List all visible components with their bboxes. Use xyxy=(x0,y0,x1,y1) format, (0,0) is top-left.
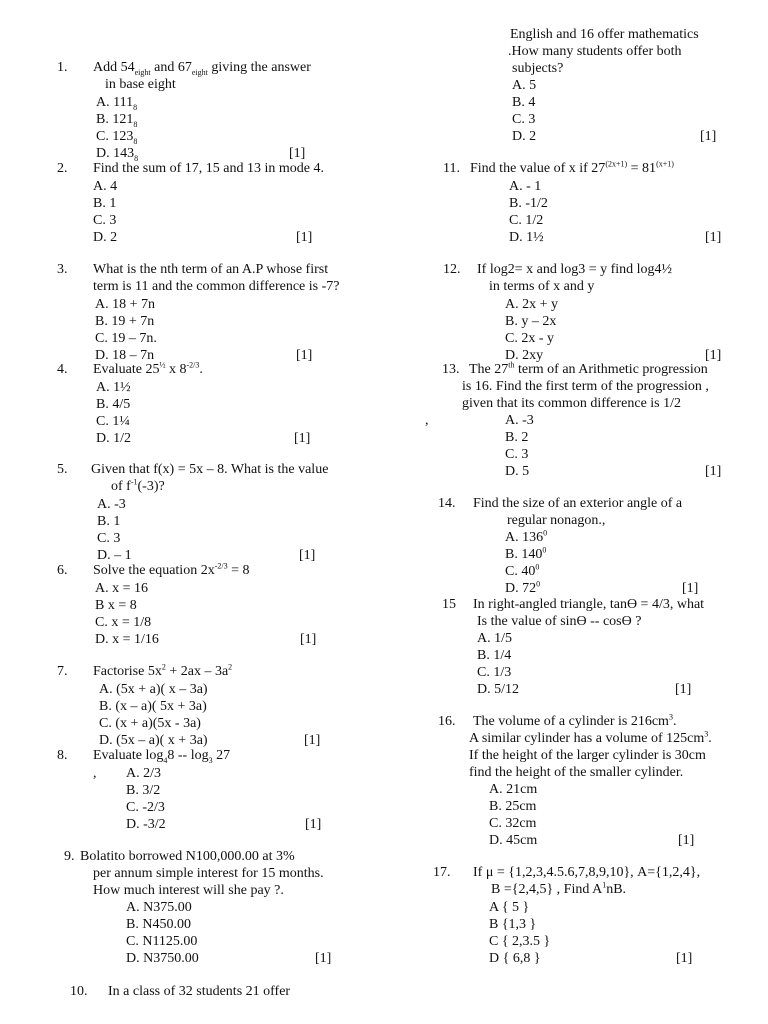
question-number: 2. xyxy=(57,161,68,176)
text-run: How much interest will she pay ?. xyxy=(93,883,284,898)
text-run: D. x = 1/16 xyxy=(95,632,159,647)
answer-option-d[interactable] xyxy=(477,681,519,698)
answer-option-b[interactable] xyxy=(126,782,160,799)
answer-option-d[interactable] xyxy=(96,430,131,447)
question-number: 16. xyxy=(438,714,456,729)
text-run: Solve the equation 2x xyxy=(93,563,215,578)
text-run: C. 19 – 7n. xyxy=(95,331,157,346)
text-run: Bolatito borrowed N100,000.00 at 3% xyxy=(80,849,295,864)
answer-option-d[interactable] xyxy=(512,128,536,145)
question-text-line xyxy=(93,747,230,764)
text-run: = 8 xyxy=(227,563,250,578)
superscript: -1 xyxy=(130,477,138,487)
text-run: C. 3 xyxy=(505,447,529,462)
text-run: Add 54 xyxy=(93,60,135,75)
answer-option-c[interactable] xyxy=(505,330,554,347)
question-text-line xyxy=(93,663,232,680)
answer-option-c[interactable] xyxy=(95,614,151,631)
answer-option-a[interactable] xyxy=(99,681,208,698)
text-run: . xyxy=(708,731,712,746)
subscript: 3 xyxy=(208,755,213,765)
answer-option-a[interactable] xyxy=(95,580,148,597)
text-run: B. 2 xyxy=(505,430,529,445)
answer-option-b[interactable] xyxy=(95,597,137,614)
text-run: D. -3/2 xyxy=(126,817,166,832)
text-run: B x = 8 xyxy=(95,598,137,613)
mark-allocation: [1] xyxy=(700,129,717,144)
answer-option-d[interactable] xyxy=(126,816,166,833)
question-number: 14. xyxy=(438,496,456,511)
text-run: A. (5x + a)( x – 3a) xyxy=(99,682,208,697)
text-run: and 67 xyxy=(150,60,192,75)
text-run: A. 4 xyxy=(93,179,118,194)
text-run: C. 3 xyxy=(512,112,536,127)
text-run: C. 40 xyxy=(505,564,536,579)
mark-allocation: [1] xyxy=(300,632,317,647)
text-run: A. 111 xyxy=(96,95,134,110)
question-text-line xyxy=(508,43,682,60)
superscript: th xyxy=(508,360,515,370)
mark-allocation: [1] xyxy=(304,733,321,748)
text-run: = 81 xyxy=(627,161,657,176)
answer-option-a[interactable] xyxy=(97,496,126,513)
question-text-line xyxy=(507,512,605,529)
question-number: 13. xyxy=(442,362,460,377)
text-run: C. 3 xyxy=(93,213,117,228)
text-run: A. 21cm xyxy=(489,782,538,797)
text-run: C. 3 xyxy=(97,531,121,546)
text-run: The volume of a cylinder is 216cm xyxy=(473,714,669,729)
answer-option-a[interactable] xyxy=(96,379,131,396)
answer-option-c[interactable] xyxy=(126,933,197,950)
mark-allocation: [1] xyxy=(705,464,722,479)
text-run: D. (5x – a)( x + 3a) xyxy=(99,733,208,748)
subscript: 4 xyxy=(163,755,168,765)
text-run: What is the nth term of an A.P whose first xyxy=(93,262,329,277)
text-run: D. N3750.00 xyxy=(126,951,199,966)
text-run: regular nonagon., xyxy=(507,513,606,528)
text-run: find the height of the smaller cylinder. xyxy=(469,765,684,780)
text-run: B {1,3 } xyxy=(489,917,537,932)
mark-allocation: [1] xyxy=(682,581,699,596)
superscript: 2 xyxy=(161,662,166,672)
text-run: nB. xyxy=(606,882,627,897)
answer-option-d[interactable] xyxy=(95,631,159,648)
text-run: B. N450.00 xyxy=(126,917,191,932)
question-number: 15 xyxy=(442,597,456,612)
question-text-line xyxy=(477,613,641,630)
answer-option-b[interactable] xyxy=(505,313,556,330)
question-text-line xyxy=(469,747,706,764)
text-run: In a class of 32 students 21 offer xyxy=(108,984,291,999)
text-run: D. 1/2 xyxy=(96,431,131,446)
question-number: 5. xyxy=(57,462,68,477)
text-run: B. 4/5 xyxy=(96,397,131,412)
text-run: D. 18 – 7n xyxy=(95,348,155,363)
text-run: + 2ax – 3a xyxy=(165,664,229,679)
question-number: 3. xyxy=(57,262,68,277)
text-run: B ={2,4,5} , Find A xyxy=(491,882,603,897)
answer-option-b[interactable] xyxy=(96,111,137,128)
question-text-line xyxy=(93,865,324,882)
question-text-line xyxy=(80,848,295,865)
text-run: C. N1125.00 xyxy=(126,934,198,949)
question-number: 9. xyxy=(64,849,75,864)
answer-option-c[interactable] xyxy=(126,799,165,816)
text-run: Evaluate log xyxy=(93,748,164,763)
mark-allocation: [1] xyxy=(296,230,313,245)
mark-allocation: [1] xyxy=(315,951,332,966)
text-run: A. x = 16 xyxy=(95,581,149,596)
answer-option-b[interactable] xyxy=(126,916,191,933)
text-run: . xyxy=(672,714,677,729)
text-run: D. 2 xyxy=(512,129,537,144)
text-run: A { 5 } xyxy=(489,900,530,915)
answer-option-b[interactable] xyxy=(489,798,536,815)
answer-option-b[interactable] xyxy=(505,429,528,446)
subscript: eight xyxy=(134,67,151,77)
text-run: subjects? xyxy=(512,61,564,76)
question-text-line xyxy=(491,881,626,898)
question-text-line xyxy=(93,160,324,177)
text-run: D. 2 xyxy=(93,230,118,245)
text-run: A. 136 xyxy=(505,530,544,545)
mark-allocation: [1] xyxy=(678,833,695,848)
answer-option-c[interactable] xyxy=(99,715,201,732)
text-run: If the height of the larger cylinder is 30cm xyxy=(469,748,706,763)
text-run: is 16. Find the first term of the progression , xyxy=(462,379,709,394)
stray-comma: , xyxy=(93,766,97,781)
text-run: B. (x – a)( 5x + 3a) xyxy=(99,699,207,714)
question-text-line xyxy=(489,278,594,295)
question-text-line xyxy=(93,361,203,378)
answer-option-c[interactable] xyxy=(509,212,543,229)
subscript: eight xyxy=(191,67,208,77)
text-run: A. - 1 xyxy=(509,179,542,194)
mark-allocation: [1] xyxy=(675,682,692,697)
answer-option-a[interactable] xyxy=(96,94,137,111)
superscript: 2 xyxy=(228,662,233,672)
text-run: C. (x + a)(5x - 3a) xyxy=(99,716,201,731)
answer-option-c[interactable] xyxy=(489,933,550,950)
answer-option-a[interactable] xyxy=(477,630,512,647)
superscript: 0 xyxy=(542,545,547,555)
text-run: A. 1/5 xyxy=(477,631,512,646)
subscript: 8 xyxy=(133,119,138,129)
answer-option-d[interactable] xyxy=(505,580,540,597)
question-text-line xyxy=(462,378,709,395)
text-run: .How many students offer both xyxy=(508,44,682,59)
text-run: in terms of x and y xyxy=(489,279,595,294)
mark-allocation: [1] xyxy=(305,817,322,832)
text-run: B. 1 xyxy=(93,196,117,211)
question-number: 4. xyxy=(57,362,68,377)
question-text-line xyxy=(477,261,672,278)
question-text-line xyxy=(93,261,328,278)
text-run: D. 5/12 xyxy=(477,682,519,697)
answer-option-b[interactable] xyxy=(512,94,535,111)
superscript: -2/3 xyxy=(186,360,200,370)
answer-option-a[interactable] xyxy=(512,77,536,94)
question-text-line xyxy=(473,495,682,512)
superscript: 3 xyxy=(668,712,673,722)
question-number: 10. xyxy=(70,984,88,999)
text-run: D. 45cm xyxy=(489,833,538,848)
answer-option-b[interactable] xyxy=(505,546,546,563)
question-number: 17. xyxy=(433,865,451,880)
text-run: Evaluate 25 xyxy=(93,362,160,377)
text-run: The 27 xyxy=(469,362,509,377)
text-run: A. 2/3 xyxy=(126,766,161,781)
superscript: (2x+1) xyxy=(605,159,628,169)
answer-option-c[interactable] xyxy=(97,530,120,547)
text-run: D. 2xy xyxy=(505,348,544,363)
answer-option-d[interactable] xyxy=(489,832,537,849)
superscript: 0 xyxy=(536,579,541,589)
stray-comma: , xyxy=(425,413,429,428)
text-run: A. 1½ xyxy=(96,380,131,395)
question-text-line xyxy=(512,60,563,77)
text-run: B. y – 2x xyxy=(505,314,557,329)
question-text-line xyxy=(469,730,712,747)
answer-option-a[interactable] xyxy=(489,899,529,916)
answer-option-c[interactable] xyxy=(512,111,535,128)
text-run: in base eight xyxy=(105,77,176,92)
text-run: C. 32cm xyxy=(489,816,537,831)
text-run: A similar cylinder has a volume of 125cm xyxy=(469,731,705,746)
answer-option-d[interactable] xyxy=(126,950,199,967)
superscript: 1 xyxy=(602,880,607,890)
text-run: A. -3 xyxy=(97,497,126,512)
answer-option-a[interactable] xyxy=(93,178,117,195)
text-run: B. -1/2 xyxy=(509,196,548,211)
answer-option-a[interactable] xyxy=(489,781,537,798)
answer-option-a[interactable] xyxy=(505,296,558,313)
answer-option-b[interactable] xyxy=(96,396,130,413)
superscript: 0 xyxy=(535,562,540,572)
text-run: Find the sum of 17, 15 and 13 in mode 4. xyxy=(93,161,324,176)
text-run: B. 4 xyxy=(512,95,536,110)
text-run: D. 5 xyxy=(505,464,530,479)
mark-allocation: [1] xyxy=(705,230,722,245)
text-run: D. 72 xyxy=(505,581,537,596)
text-run: x 8 xyxy=(165,362,187,377)
question-text-line xyxy=(93,278,339,295)
answer-option-c[interactable] xyxy=(96,413,130,430)
text-run: D. 1½ xyxy=(509,230,544,245)
superscript: 3 xyxy=(704,729,709,739)
question-text-line xyxy=(108,983,290,1000)
text-run: per annum simple interest for 15 months. xyxy=(93,866,324,881)
text-run: B. 19 + 7n xyxy=(95,314,155,329)
text-run: giving the answer xyxy=(207,60,311,75)
mark-allocation: [1] xyxy=(676,951,693,966)
answer-option-b[interactable] xyxy=(95,313,154,330)
mark-allocation: [1] xyxy=(294,431,311,446)
text-run: C. 1/3 xyxy=(477,665,512,680)
mark-allocation: [1] xyxy=(296,348,313,363)
text-run: C { 2,3.5 } xyxy=(489,934,551,949)
question-text-line xyxy=(111,478,165,495)
answer-option-a[interactable] xyxy=(509,178,541,195)
text-run: A. -3 xyxy=(505,413,534,428)
text-run: English and 16 offer mathematics xyxy=(510,27,699,42)
text-run: D { 6,8 } xyxy=(489,951,541,966)
question-text-line xyxy=(469,764,683,781)
question-text-line xyxy=(473,596,704,613)
superscript: -2/3 xyxy=(214,561,228,571)
answer-option-b[interactable] xyxy=(509,195,548,212)
question-text-line xyxy=(473,713,676,730)
text-run: B. 25cm xyxy=(489,799,537,814)
answer-option-b[interactable] xyxy=(99,698,207,715)
text-run: B. 121 xyxy=(96,112,134,127)
text-run: Factorise 5x xyxy=(93,664,162,679)
question-text-line xyxy=(469,361,708,378)
mark-allocation: [1] xyxy=(705,348,722,363)
text-run: A. N375.00 xyxy=(126,900,192,915)
text-run: C. x = 1/8 xyxy=(95,615,152,630)
text-run: term is 11 and the common difference is -7? xyxy=(93,279,340,294)
answer-option-b[interactable] xyxy=(93,195,116,212)
answer-option-c[interactable] xyxy=(95,330,157,347)
answer-option-a[interactable] xyxy=(95,296,155,313)
answer-option-a[interactable] xyxy=(126,765,161,782)
answer-option-c[interactable] xyxy=(489,815,536,832)
text-run: If log2= x and log3 = y find log4½ xyxy=(477,262,673,277)
text-run: D. – 1 xyxy=(97,548,132,563)
question-text-line xyxy=(93,59,311,76)
text-run: A. 2x + y xyxy=(505,297,559,312)
text-run: B. 3/2 xyxy=(126,783,161,798)
answer-option-a[interactable] xyxy=(505,412,534,429)
subscript: 8 xyxy=(134,153,139,163)
text-run: of f xyxy=(111,479,131,494)
text-run: A. 18 + 7n xyxy=(95,297,156,312)
text-run: B. 1 xyxy=(97,514,121,529)
answer-option-c[interactable] xyxy=(96,128,137,145)
text-run: . xyxy=(199,362,203,377)
answer-option-d[interactable] xyxy=(505,463,529,480)
text-run: D. 143 xyxy=(96,146,135,161)
answer-option-b[interactable] xyxy=(97,513,120,530)
mark-allocation: [1] xyxy=(289,146,306,161)
question-number: 8. xyxy=(57,748,68,763)
text-run: B. 140 xyxy=(505,547,543,562)
text-run: Find the value of x if 27 xyxy=(470,161,606,176)
question-number: 1. xyxy=(57,60,68,75)
question-number: 7. xyxy=(57,664,68,679)
text-run: Is the value of sinϴ -- cosϴ ? xyxy=(477,614,642,629)
question-number: 6. xyxy=(57,563,68,578)
superscript: ½ xyxy=(159,360,166,370)
text-run: 8 -- log xyxy=(167,748,209,763)
subscript: 8 xyxy=(133,102,138,112)
question-number: 11. xyxy=(443,161,460,176)
answer-option-c[interactable] xyxy=(477,664,511,681)
answer-option-b[interactable] xyxy=(477,647,511,664)
text-run: Given that f(x) = 5x – 8. What is the value xyxy=(91,462,329,477)
question-text-line xyxy=(93,562,250,579)
text-run: 27 xyxy=(212,748,231,763)
text-run: In right-angled triangle, tanϴ = 4/3, what xyxy=(473,597,705,612)
answer-option-d[interactable] xyxy=(489,950,541,967)
superscript: 0 xyxy=(543,528,548,538)
question-text-line xyxy=(510,26,699,43)
answer-option-d[interactable] xyxy=(509,229,544,246)
superscript: (x+1) xyxy=(656,159,674,169)
question-number: 12. xyxy=(443,262,461,277)
answer-option-c[interactable] xyxy=(93,212,116,229)
text-run: A. 5 xyxy=(512,78,537,93)
question-text-line xyxy=(105,76,176,93)
question-text-line xyxy=(462,395,681,412)
text-run: Find the size of an exterior angle of a xyxy=(473,496,683,511)
mark-allocation: [1] xyxy=(299,548,316,563)
text-run: B. 1/4 xyxy=(477,648,512,663)
answer-option-a[interactable] xyxy=(126,899,192,916)
answer-option-d[interactable] xyxy=(93,229,117,246)
text-run: (-3)? xyxy=(137,479,165,494)
question-text-line xyxy=(473,864,700,881)
answer-option-c[interactable] xyxy=(505,563,539,580)
text-run: term of an Arithmetic progression xyxy=(514,362,708,377)
answer-option-a[interactable] xyxy=(505,529,547,546)
text-run: If μ = {1,2,3,4.5.6,7,8,9,10}, A={1,2,4}, xyxy=(473,865,701,880)
answer-option-c[interactable] xyxy=(505,446,528,463)
text-run: C. 123 xyxy=(96,129,134,144)
question-text-line xyxy=(93,882,284,899)
text-run: C. -2/3 xyxy=(126,800,165,815)
text-run: C. 1¼ xyxy=(96,414,130,429)
subscript: 8 xyxy=(133,136,138,146)
text-run: C. 1/2 xyxy=(509,213,544,228)
text-run: C. 2x - y xyxy=(505,331,554,346)
text-run: given that its common difference is 1/2 xyxy=(462,396,682,411)
question-text-line xyxy=(470,160,674,177)
answer-option-b[interactable] xyxy=(489,916,536,933)
question-text-line xyxy=(91,461,328,478)
